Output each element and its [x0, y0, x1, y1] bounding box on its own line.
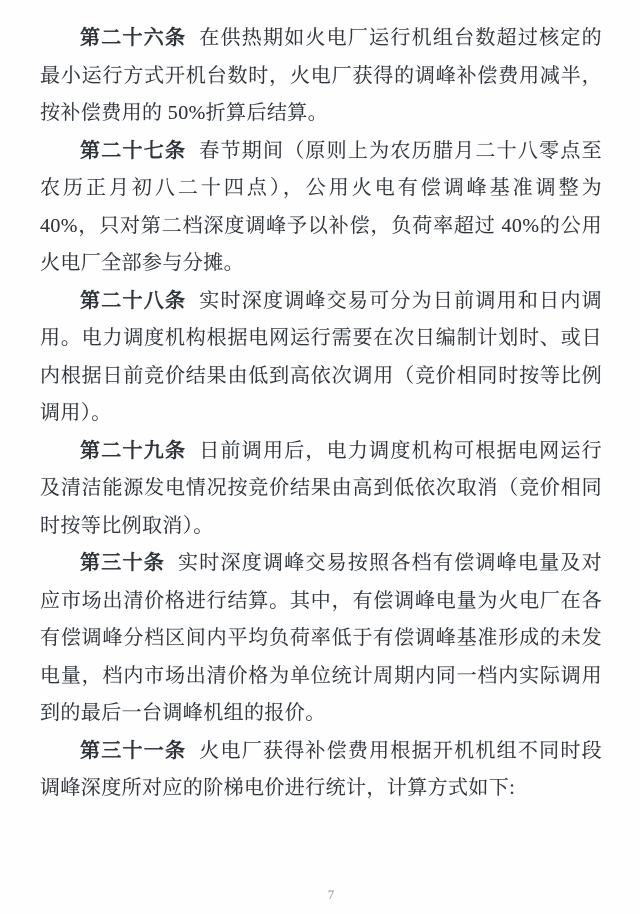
article-number: 第二十九条	[80, 439, 187, 462]
article-text: 火电厂获得补偿费用根据开机机组不同时段调峰深度所对应的阶梯电价进行统计，计算方式如下:	[40, 739, 602, 799]
article-text: 实时深度调峰交易可分为日前调用和日内调用。电力调度机构根据电网运行需要在次日编制计划时、或日内根据日前竞价结果由低到高依次调用（竞价相同时按等比例调用）。	[40, 289, 602, 424]
article-number: 第二十六条	[80, 27, 187, 49]
article-number: 第二十八条	[80, 289, 187, 312]
article-number: 第三十条	[80, 552, 165, 574]
article-number: 第二十七条	[80, 139, 187, 162]
article-paragraph	[40, 733, 602, 808]
page-footer	[0, 886, 640, 904]
document-body	[40, 20, 602, 808]
article-number: 第三十一条	[80, 739, 187, 762]
article-paragraph	[40, 20, 602, 133]
page-number: 7	[327, 887, 335, 902]
article-text: 春节期间（原则上为农历腊月二十八零点至农历正月初八二十四点），公用火电有偿调峰基准调整为 40%，只对第二档深度调峰予以补偿，负荷率超过 40%的公用火电厂全部参与分摊。	[40, 139, 602, 274]
article-paragraph	[40, 133, 602, 283]
article-paragraph	[40, 433, 602, 546]
article-paragraph	[40, 283, 602, 433]
article-text: 实时深度调峰交易按照各档有偿调峰电量及对应市场出清价格进行结算。其中，有偿调峰电量为火电厂在各有偿调峰分档区间内平均负荷率低于有偿调峰基准形成的未发电量，档内市场出清价格为单位统计周期内同一档内实际调用到的最后一台调峰机组的报价。	[40, 552, 603, 724]
article-paragraph	[40, 545, 602, 733]
article-text: 在供热期如火电厂运行机组台数超过核定的最小运行方式开机台数时，火电厂获得的调峰补偿费用减半，按补偿费用的 50%折算后结算。	[40, 27, 602, 124]
article-text: 日前调用后，电力调度机构可根据电网运行及清洁能源发电情况按竞价结果由高到低依次取消（竞价相同时按等比例取消）。	[40, 439, 602, 537]
